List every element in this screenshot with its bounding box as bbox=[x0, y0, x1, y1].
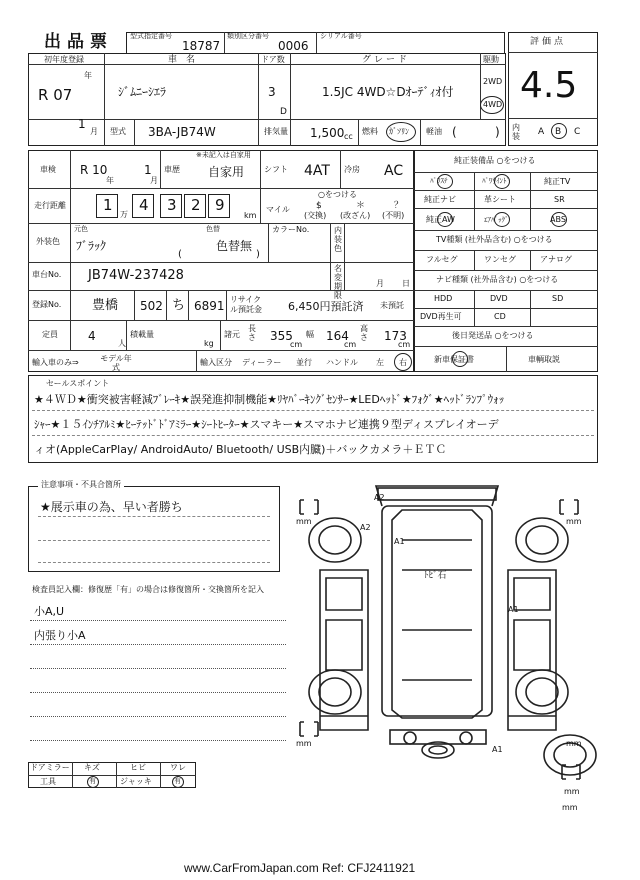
equip-airbag: ｴｱﾊﾞｯｸﾞ bbox=[484, 216, 509, 224]
equip-power-window: ﾊﾟﾜｳｲﾝﾄﾞ bbox=[482, 177, 510, 185]
shaken-year: R 10 bbox=[80, 163, 108, 177]
equip-aw: 純正AW bbox=[426, 215, 455, 224]
class-no: 0006 bbox=[278, 39, 309, 53]
recycle-amount: 6,450円預託済 bbox=[288, 300, 364, 313]
fuel-value: ｶﾞｿﾘﾝ bbox=[389, 127, 409, 136]
navi-sd: SD bbox=[552, 294, 564, 303]
notes-label: 注意事項・不具合箇所 bbox=[38, 481, 124, 489]
damage-a1-right: A1 bbox=[508, 605, 519, 614]
damage-a1-rear: A1 bbox=[492, 745, 503, 754]
displacement: 1,500 bbox=[310, 126, 345, 140]
shaken-month: 1 bbox=[144, 163, 152, 177]
shift: 4AT bbox=[304, 163, 330, 179]
jack-label: ジャッキ bbox=[120, 777, 152, 786]
color: ﾌﾞﾗｯｸ bbox=[76, 239, 107, 253]
drive-4wd: 4WD bbox=[483, 100, 503, 109]
reg-kana: ち bbox=[172, 298, 186, 313]
inspector-line-1: 小A,U bbox=[34, 605, 65, 618]
tv-fullseg: フルセグ bbox=[426, 255, 458, 264]
model-type-label: 型式 bbox=[110, 127, 126, 136]
damage-a2-hood: A2 bbox=[360, 523, 371, 532]
ac: AC bbox=[384, 163, 404, 179]
doors: 3 bbox=[268, 85, 276, 99]
interior-label: 内装 bbox=[512, 123, 520, 141]
damage-chip: ﾄﾋﾞ石 bbox=[424, 571, 447, 581]
first-reg-label: 初年度登録 bbox=[44, 55, 84, 64]
serial-label: シリアル番号 bbox=[320, 32, 362, 40]
equip-tv: 純正TV bbox=[544, 177, 571, 186]
shaken-label: 車検 bbox=[40, 165, 56, 174]
color-change: 色替無 bbox=[216, 239, 253, 253]
navi-dvd: DVD bbox=[490, 294, 508, 303]
tools-value: 有 bbox=[89, 777, 96, 785]
tire-mm-rl: mm bbox=[296, 739, 312, 748]
car-name-label: 車 名 bbox=[168, 55, 196, 65]
later-warranty: 新車保証書 bbox=[434, 355, 474, 364]
chassis-label: 車台No. bbox=[32, 270, 62, 279]
key-crack: ヒビ bbox=[130, 763, 146, 772]
exchanged-label: (交換) bbox=[304, 211, 327, 220]
interior-a: A bbox=[538, 127, 545, 137]
equip-leather: 革シート bbox=[484, 195, 516, 204]
notes-box bbox=[28, 486, 280, 572]
car-body-diagram bbox=[290, 480, 610, 820]
jack-value: 有 bbox=[174, 777, 181, 785]
tire-mm-rr: mm bbox=[566, 739, 582, 748]
mileage-label: 走行距離 bbox=[34, 201, 66, 210]
shift-label: シフト bbox=[264, 165, 288, 174]
watermark: www.CarFromJapan.com Ref: CFJ2411921 bbox=[184, 861, 416, 875]
notes-line-1: ★展示車の為、早い者勝ち bbox=[40, 500, 183, 514]
width: 164 bbox=[326, 329, 349, 343]
interior-b: B bbox=[555, 127, 562, 137]
navi-hdd: HDD bbox=[434, 294, 453, 303]
color-label: 外装色 bbox=[36, 237, 60, 246]
first-reg-year: R 07 bbox=[38, 86, 73, 104]
sales-points-label: セールスポイント bbox=[46, 379, 110, 388]
navi-type-label: ナビ種類 (社外品含む) ○をつける bbox=[436, 275, 559, 284]
displacement-label: 排気量 bbox=[264, 127, 288, 136]
capacity-label: 定員 bbox=[42, 330, 58, 339]
unknown-label: (不明) bbox=[382, 211, 405, 220]
import-parallel: 並行 bbox=[296, 358, 312, 367]
mileage-digit-5: 9 bbox=[215, 196, 225, 214]
height: 173 bbox=[384, 329, 407, 343]
equip-sr: SR bbox=[554, 195, 565, 204]
tire-mm-fr: mm bbox=[566, 517, 582, 526]
load-label: 積載量 bbox=[130, 330, 154, 339]
key-door-mirror: ドアミラー bbox=[30, 763, 70, 772]
sheet-title: 出品票 bbox=[44, 32, 113, 52]
mileage-digit-1: 1 bbox=[103, 196, 113, 214]
tire-mm-fl: mm bbox=[296, 517, 312, 526]
tire-mm-spare: mm bbox=[564, 787, 580, 796]
model-year-label: モデル年式 bbox=[100, 354, 132, 372]
import-dealer: ディーラー bbox=[242, 358, 282, 367]
later-manual: 車輌取説 bbox=[528, 355, 560, 364]
dimensions-label: 諸元 bbox=[224, 330, 240, 339]
equip-abs: ABS bbox=[550, 215, 566, 224]
model-type: 3BA-JB74W bbox=[148, 125, 216, 139]
color-no-label: カラーNo. bbox=[272, 225, 310, 234]
interior-color-label: 内装色 bbox=[334, 226, 342, 253]
reg-label: 登録No. bbox=[32, 300, 62, 309]
navi-cd: CD bbox=[494, 312, 506, 321]
inspector-label: 検査員記入欄：修復歴「有」の場合は修復箇所・交換箇所を記入 bbox=[32, 585, 264, 594]
key-break: ワレ bbox=[170, 763, 186, 772]
grade: 1.5JC 4WD☆Dｵｰﾃﾞｨｵ付 bbox=[322, 85, 454, 99]
usage-note: ※未記入は自家用 bbox=[196, 151, 251, 159]
chassis-no: JB74W-237428 bbox=[88, 268, 184, 283]
equip-power-steering: ﾊﾟﾜｽﾃ bbox=[430, 177, 448, 185]
drive-label: 駆動 bbox=[483, 55, 499, 64]
usage-label: 車歴 bbox=[164, 165, 180, 174]
recycle-status: 未預託 bbox=[380, 301, 404, 310]
sales-point-line-1: ★４ＷＤ★衝突被害軽減ﾌﾞﾚｰｷ★誤発進抑制機能★ﾘﾔﾊﾞｰｷﾝｸﾞｾﾝｻｰ★LEDﾍｯﾄﾞ★ﾌｫｸﾞ★ﾍｯﾄﾞﾗﾝﾌﾟｳｫｯ bbox=[34, 393, 505, 406]
capacity: 4 bbox=[88, 329, 96, 343]
sales-point-line-2: ｼｬｰ★１５ｲﾝﾁｱﾙﾐ★ﾋｰﾃｯﾄﾞﾄﾞｱﾐﾗｰ★ｼｰﾄﾋｰﾀｰ★スマキー★スマホナビ連携９型ディスプレイオーデ bbox=[34, 418, 499, 431]
mileage-digit-4: 2 bbox=[191, 196, 201, 214]
handle-right: 右 bbox=[399, 358, 407, 367]
ac-label: 冷房 bbox=[344, 165, 360, 174]
drive-2wd: 2WD bbox=[483, 77, 503, 86]
equipment-label: 純正装備品 ○をつける bbox=[454, 156, 536, 165]
recycle-label: リサイクル預託金 bbox=[230, 295, 262, 314]
usage: 自家用 bbox=[208, 165, 245, 179]
car-name: ｼﾞﾑﾆｰｼｴﾗ bbox=[118, 85, 167, 99]
tv-oneseg: ワンセグ bbox=[484, 255, 516, 264]
interior-c: C bbox=[574, 127, 581, 137]
key-scratch: キズ bbox=[84, 763, 100, 772]
reg-class: 502 bbox=[140, 299, 163, 313]
mileage-mark-note: ○をつける bbox=[318, 190, 357, 199]
inspector-line-2: 内張り小A bbox=[34, 629, 86, 642]
model-cert-label: 型式指定番号 bbox=[130, 32, 172, 40]
later-label: 後日発送品 ○をつける bbox=[452, 331, 534, 340]
damage-a2-front: A2 bbox=[374, 493, 385, 502]
score-label: 評価点 bbox=[530, 37, 567, 47]
door-type: D bbox=[280, 107, 287, 117]
tampered-label: (改ざん) bbox=[340, 211, 371, 220]
fuel-label: 燃料 bbox=[362, 127, 378, 136]
class-label: 類別区分番号 bbox=[227, 32, 269, 40]
name-change-label: 名変期限 bbox=[334, 264, 342, 300]
reg-area: 豊橋 bbox=[92, 298, 119, 313]
diesel-label: 軽油 bbox=[426, 127, 442, 136]
tv-analog: アナログ bbox=[540, 255, 572, 264]
reg-no: 6891 bbox=[194, 299, 225, 313]
handle-left: 左 bbox=[376, 358, 384, 367]
handle-label: ハンドル bbox=[326, 358, 358, 367]
equip-navi: 純正ナビ bbox=[424, 195, 456, 204]
mile-label: マイル bbox=[266, 205, 290, 214]
navi-dvd-play: DVD再生可 bbox=[420, 312, 462, 321]
grade-label: グレード bbox=[362, 55, 411, 65]
import-class-label: 輸入区分 bbox=[200, 358, 232, 367]
mileage-digit-3: 3 bbox=[167, 196, 177, 214]
doors-label: ドア数 bbox=[261, 55, 285, 64]
mileage-digit-2: 4 bbox=[139, 196, 149, 214]
import-label: 輸入車のみ⇒ bbox=[32, 358, 79, 367]
grade-score: 4.5 bbox=[520, 65, 578, 106]
tools-label: 工具 bbox=[40, 777, 56, 786]
sales-point-line-3: ィオ(AppleCarPlay/ AndroidAuto/ Bluetooth/ USB内臓)＋バックカメラ＋ＥＴＣ bbox=[34, 443, 447, 456]
damage-a1-pillar: A1 bbox=[394, 537, 405, 546]
model-cert-no: 18787 bbox=[182, 39, 221, 53]
tv-type-label: TV種類 (社外品含む) ○をつける bbox=[436, 235, 553, 244]
length: 355 bbox=[270, 329, 293, 343]
first-reg-month: 1 bbox=[78, 117, 86, 131]
tire-mm-extra: mm bbox=[562, 803, 578, 812]
